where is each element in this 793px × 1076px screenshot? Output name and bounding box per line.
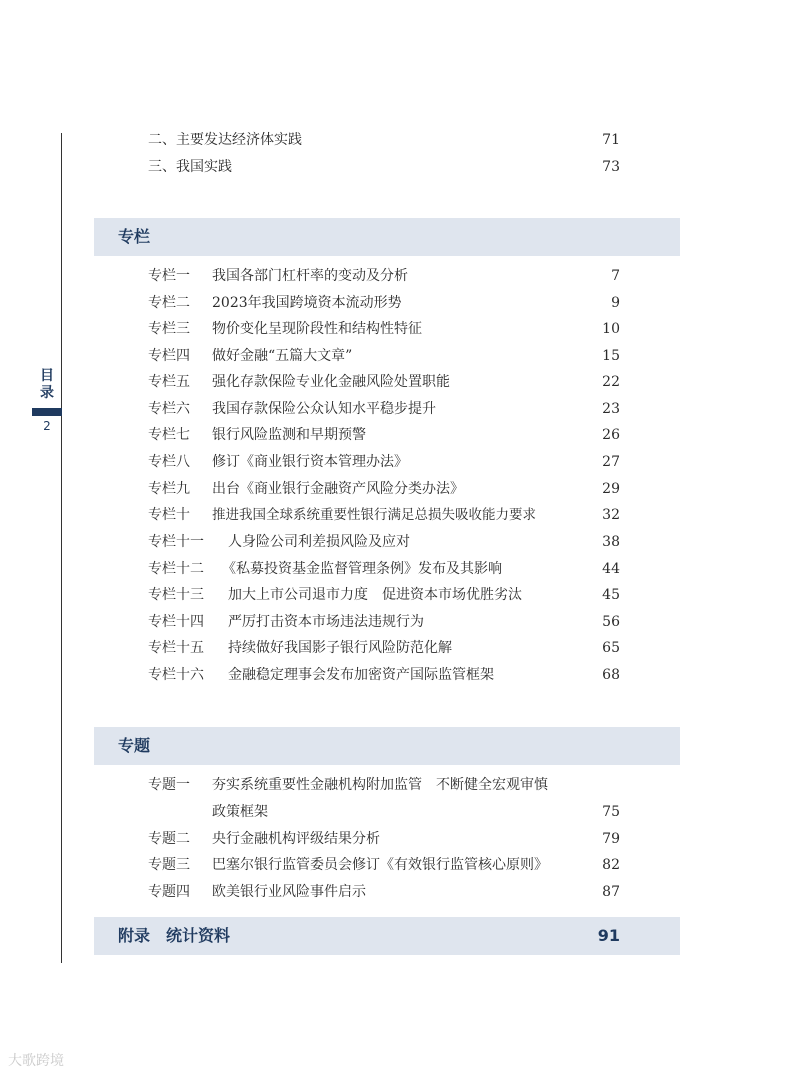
toc-entry-page: 75 — [602, 804, 620, 820]
toc-entry-label: 专栏三 — [148, 321, 190, 337]
toc-entry-title: 巴塞尔银行监管委员会修订《有效银行监管核心原则》 — [212, 857, 548, 873]
section-header-zhuanti — [94, 727, 680, 765]
toc-entry-title: 银行风险监测和早期预警 — [212, 427, 366, 443]
toc-entry-label: 专栏十二 — [148, 561, 204, 577]
toc-entry-title: 欧美银行业风险事件启示 — [212, 884, 366, 900]
section-title: 专题 — [118, 736, 151, 755]
toc-entry-title: 人身险公司利差损风险及应对 — [228, 534, 410, 550]
toc-entry-page: 22 — [602, 374, 620, 390]
toc-entry-page: 82 — [602, 857, 620, 873]
toc-entry-page: 56 — [602, 614, 620, 630]
appendix-title: 附录 统计资料 — [118, 926, 231, 945]
toc-entry-page: 29 — [602, 481, 620, 497]
watermark: 大歌跨境 — [8, 1053, 64, 1069]
toc-entry-title: 金融稳定理事会发布加密资产国际监管框架 — [228, 667, 494, 683]
toc-entry-label: 专栏四 — [148, 348, 190, 364]
toc-entry-label: 专栏八 — [148, 454, 190, 470]
toc-entry-label: 专题一 — [148, 777, 190, 793]
toc-entry-title: 持续做好我国影子银行风险防范化解 — [228, 640, 452, 656]
toc-entry-page: 73 — [602, 159, 620, 175]
left-rule — [61, 133, 62, 963]
toc-entry-title: 做好金融“五篇大文章” — [212, 348, 353, 364]
toc-entry-label: 专栏十 — [148, 507, 190, 523]
toc-entry-title: 2023年我国跨境资本流动形势 — [212, 295, 402, 311]
toc-entry-page: 10 — [602, 321, 620, 337]
toc-entry-title: 推进我国全球系统重要性银行满足总损失吸收能力要求 — [212, 507, 536, 523]
section-title: 专栏 — [118, 227, 151, 246]
toc-entry-title: 我国各部门杠杆率的变动及分析 — [212, 268, 408, 284]
toc-entry-label: 专栏六 — [148, 401, 190, 417]
toc-entry-title: 加大上市公司退市力度 促进资本市场优胜劣汰 — [228, 587, 522, 603]
toc-entry-page: 68 — [602, 667, 620, 683]
toc-entry-title: 修订《商业银行资本管理办法》 — [212, 454, 408, 470]
toc-entry-page: 9 — [611, 295, 620, 311]
toc-entry-page: 71 — [602, 132, 620, 148]
toc-entry-label: 专题二 — [148, 831, 190, 847]
toc-entry-label: 专栏十五 — [148, 640, 204, 656]
toc-entry-label: 专栏一 — [148, 268, 190, 284]
toc-entry-title: 二、主要发达经济体实践 — [148, 132, 302, 148]
toc-entry-title: 夯实系统重要性金融机构附加监管 不断健全宏观审慎 — [212, 777, 548, 793]
side-label: 目 录 — [40, 368, 54, 401]
toc-entry-page: 65 — [602, 640, 620, 656]
toc-entry-label: 专题三 — [148, 857, 190, 873]
toc-entry-label: 专栏五 — [148, 374, 190, 390]
toc-entry-label: 专栏十三 — [148, 587, 204, 603]
toc-entry-page: 7 — [611, 268, 620, 284]
toc-entry-title: 我国存款保险公众认知水平稳步提升 — [212, 401, 436, 417]
toc-entry-title: 三、我国实践 — [148, 159, 232, 175]
appendix-header[interactable] — [94, 917, 680, 955]
toc-entry-label: 专栏十六 — [148, 667, 204, 683]
toc-entry-page: 23 — [602, 401, 620, 417]
toc-entry-title: 强化存款保险专业化金融风险处置职能 — [212, 374, 450, 390]
toc-entry-page: 87 — [602, 884, 620, 900]
toc-entry-page: 79 — [602, 831, 620, 847]
side-marker — [32, 408, 62, 416]
toc-entry-page: 45 — [602, 587, 620, 603]
toc-entry-title: 央行金融机构评级结果分析 — [212, 831, 380, 847]
toc-entry-label: 专栏十一 — [148, 534, 204, 550]
toc-entry-label: 专题四 — [148, 884, 190, 900]
toc-entry-page: 15 — [602, 348, 620, 364]
toc-entry-title: 《私募投资基金监督管理条例》发布及其影响 — [222, 561, 502, 577]
side-page-number: 2 — [43, 419, 51, 433]
toc-entry-title: 严厉打击资本市场违法违规行为 — [228, 614, 424, 630]
appendix-page: 91 — [597, 926, 620, 945]
toc-entry-page: 44 — [602, 561, 620, 577]
toc-entry-page: 27 — [602, 454, 620, 470]
toc-entry-page: 32 — [602, 507, 620, 523]
toc-entry-title: 出台《商业银行金融资产风险分类办法》 — [212, 481, 464, 497]
toc-entry-title: 政策框架 — [212, 804, 268, 820]
section-header-zhuanlan — [94, 218, 680, 256]
toc-entry-page: 26 — [602, 427, 620, 443]
toc-entry-title: 物价变化呈现阶段性和结构性特征 — [212, 321, 422, 337]
toc-entry-label: 专栏九 — [148, 481, 190, 497]
toc-entry-page: 38 — [602, 534, 620, 550]
toc-entry-label: 专栏七 — [148, 427, 190, 443]
toc-entry-label: 专栏十四 — [148, 614, 204, 630]
toc-entry-label: 专栏二 — [148, 295, 190, 311]
